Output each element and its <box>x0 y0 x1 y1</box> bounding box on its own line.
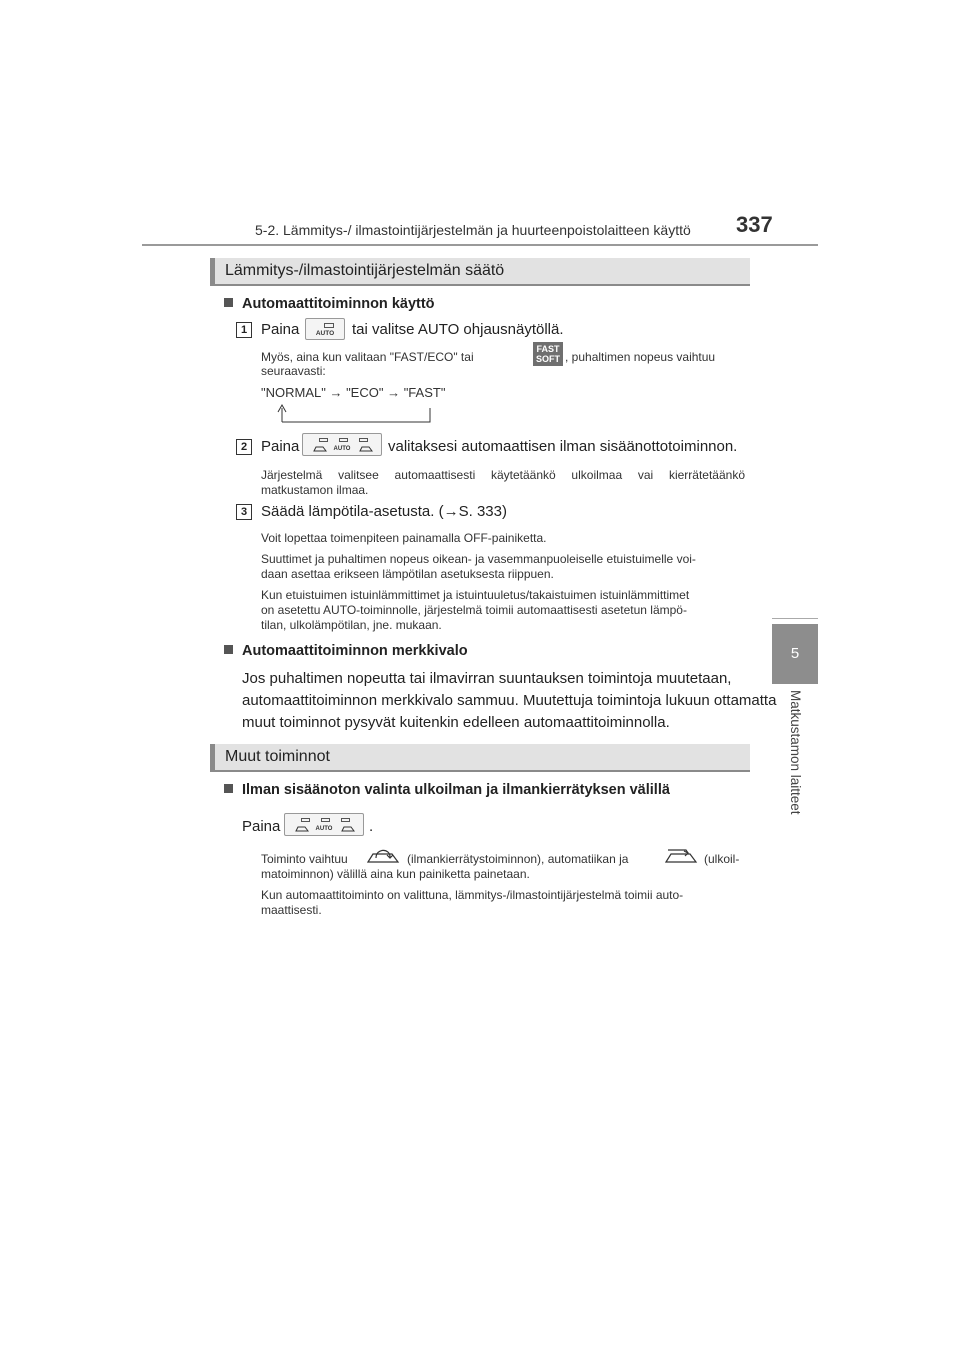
section-title: Lämmitys-/ilmastointijärjestelmän säätö <box>225 262 505 279</box>
cycle-return-arrow-icon <box>274 402 434 424</box>
chapter-title: Matkustamon laitteet <box>788 690 803 815</box>
note: Järjestelmä valitsee automaattisesti käytetäänkö ulkoilmaa vai kierrätetäänkö <box>261 468 745 482</box>
step-number: 3 <box>236 504 252 520</box>
note: , puhaltimen nopeus vaihtuu <box>565 350 716 364</box>
paragraph-line: muut toiminnot pysyvät kuitenkin edelleen automaattitoiminnolla. <box>242 714 670 731</box>
step-text: tai valitse AUTO ohjausnäytöllä. <box>352 321 564 338</box>
subheading-auto-mode: Automaattitoiminnon käyttö <box>224 296 435 312</box>
section-heading <box>210 744 750 772</box>
note: Kun etuistuimen istuinlämmittimet ja istuintuuletus/takaistuimen istuinlämmittimet <box>261 588 690 602</box>
fan-cycle: "NORMAL" → "ECO" → "FAST" <box>261 385 446 400</box>
note: Voit lopettaa toimenpiteen painamalla OFF-painiketta. <box>261 531 547 545</box>
step-text: Paina <box>261 438 300 455</box>
recirculation-icon <box>366 846 400 866</box>
chapter-tab: 5 <box>772 624 818 684</box>
step-text: valitaksesi automaattisen ilman sisäänottotoiminnon. <box>388 438 738 455</box>
air-intake-auto-button-icon: AUTO <box>302 433 382 456</box>
subheading-indicator: Automaattitoiminnon merkkivalo <box>224 643 468 659</box>
note: Kun automaattitoiminto on valittuna, lämmitys-/ilmastointijärjestelmä toimii auto- <box>261 888 684 902</box>
section-heading <box>210 258 750 286</box>
auto-button-icon: AUTO <box>305 318 345 340</box>
note: (ulkoil- <box>704 852 740 866</box>
note: tilan, ulkolämpötilan, jne. mukaan. <box>261 618 442 632</box>
paragraph-line: automaattitoiminnon merkkivalo sammuu. Muutettuja toimintoja lukuun ottamatta <box>242 692 777 709</box>
paragraph-line: Jos puhaltimen nopeutta tai ilmavirran suuntauksen toimintoja muutetaan, <box>242 670 732 687</box>
square-bullet-icon <box>224 298 233 307</box>
note: seuraavasti: <box>261 364 326 378</box>
subheading-air-intake: Ilman sisäänoton valinta ulkoilman ja ilmankierrätyksen välillä <box>224 782 670 798</box>
square-bullet-icon <box>224 784 233 793</box>
note: matoiminnon) välillä aina kun painiketta painetaan. <box>261 867 530 881</box>
note: (ilmankierrätystoiminnon), automatiikan ja <box>407 852 629 866</box>
section-title: Muut toiminnot <box>225 748 330 765</box>
air-intake-auto-button-icon: AUTO <box>284 813 364 836</box>
step-text: . <box>369 818 374 835</box>
note: matkustamon ilmaa. <box>261 483 369 497</box>
step-text: Paina <box>242 818 281 835</box>
tab-divider <box>772 618 818 619</box>
header-title: 5-2. Lämmitys-/ ilmastointijärjestelmän ja huurteenpoistolaitteen käyttö <box>255 222 691 238</box>
step-number: 2 <box>236 439 252 455</box>
outside-air-icon <box>664 846 698 866</box>
fast-soft-button-icon: FAST SOFT <box>533 342 563 366</box>
note: Suuttimet ja puhaltimen nopeus oikean- ja vasemmanpuoleiselle etuistuimelle voi- <box>261 552 696 566</box>
page-number: 337 <box>736 212 773 237</box>
step-text: Paina <box>261 321 300 338</box>
step-text: Säädä lämpötila-asetusta. (→S. 333) <box>261 503 507 520</box>
note: maattisesti. <box>261 903 322 917</box>
square-bullet-icon <box>224 645 233 654</box>
note: Toiminto vaihtuu <box>261 852 348 866</box>
note: on asetettu AUTO-toiminnolle, järjestelmä toimii automaattisesti asetetun lämpö- <box>261 603 687 617</box>
step-number: 1 <box>236 322 252 338</box>
header-rule <box>142 244 818 246</box>
note: daan asettaa erikseen lämpötilan asetuksesta riippuen. <box>261 567 554 581</box>
note: Myös, aina kun valitaan "FAST/ECO" tai <box>261 350 474 364</box>
